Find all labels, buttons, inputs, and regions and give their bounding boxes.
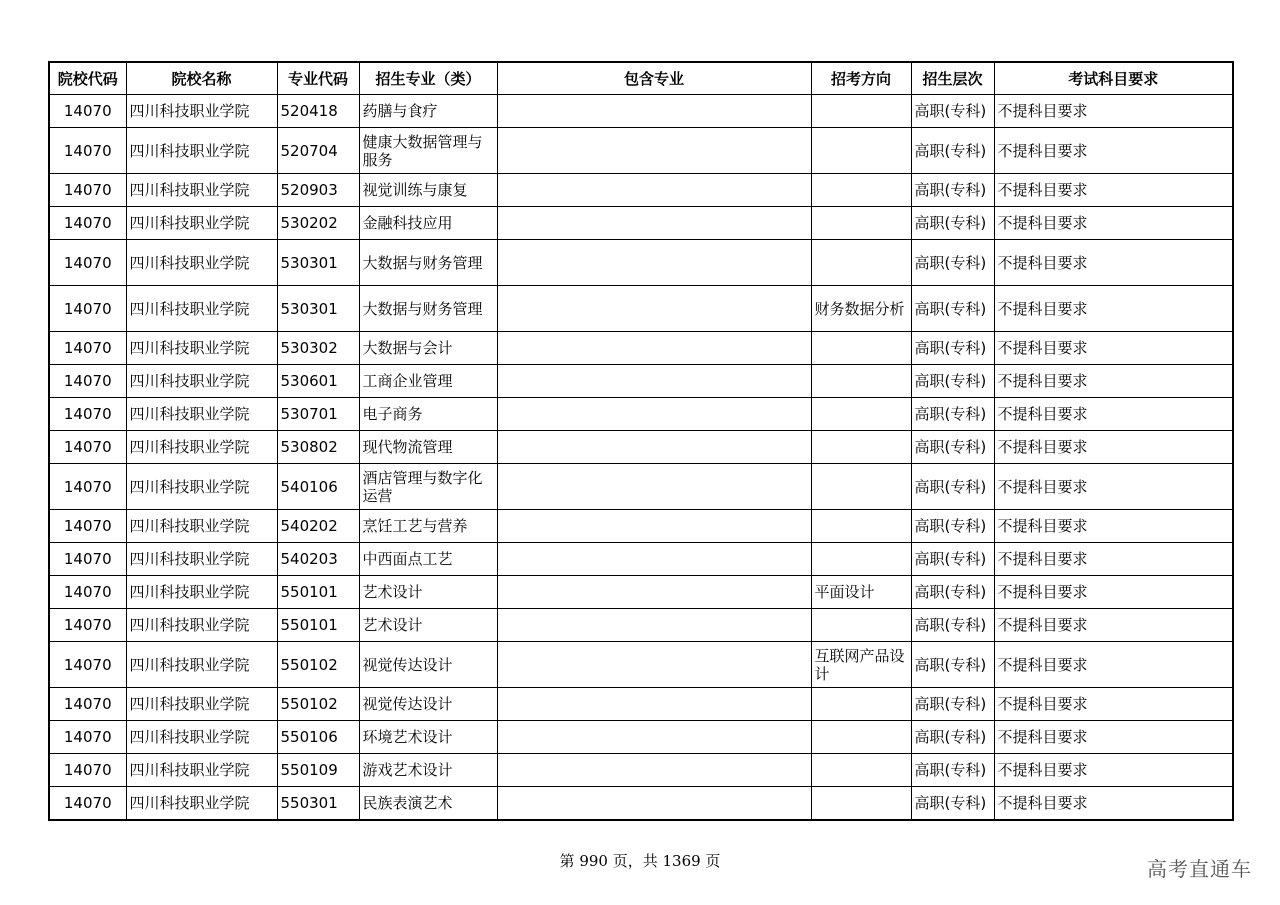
header-row [49,62,1233,95]
cell-school-name: 四川科技职业学院 [126,576,277,609]
cell-direction: 互联网产品设计 [811,642,911,688]
cell-school-code: 14070 [49,642,126,688]
cell-subject-requirements: 不提科目要求 [994,464,1233,510]
cell-subject-requirements: 不提科目要求 [994,207,1233,240]
cell-major: 中西面点工艺 [359,543,497,576]
cell-school-code: 14070 [49,207,126,240]
cell-level: 高职(专科) [911,609,994,642]
cell-major: 视觉传达设计 [359,688,497,721]
cell-included-majors [497,332,811,365]
cell-school-name: 四川科技职业学院 [126,207,277,240]
admissions-table [48,61,1234,821]
cell-subject-requirements: 不提科目要求 [994,431,1233,464]
cell-level: 高职(专科) [911,431,994,464]
cell-school-code: 14070 [49,721,126,754]
table-row [49,754,1233,787]
cell-major-code: 520418 [277,95,359,128]
cell-major: 电子商务 [359,398,497,431]
cell-school-code: 14070 [49,365,126,398]
cell-school-code: 14070 [49,95,126,128]
cell-major: 大数据与财务管理 [359,286,497,332]
cell-school-name: 四川科技职业学院 [126,95,277,128]
cell-included-majors [497,464,811,510]
cell-school-code: 14070 [49,174,126,207]
watermark-logo: 高考直通车 [1147,857,1252,881]
table-row [49,431,1233,464]
cell-major-code: 530301 [277,240,359,286]
cell-direction [811,787,911,821]
cell-level: 高职(专科) [911,240,994,286]
table-row [49,510,1233,543]
cell-subject-requirements: 不提科目要求 [994,95,1233,128]
cell-direction: 财务数据分析 [811,286,911,332]
header-school-name: 院校名称 [126,62,277,95]
cell-major-code: 550101 [277,609,359,642]
cell-major: 艺术设计 [359,576,497,609]
cell-direction [811,543,911,576]
cell-major: 大数据与会计 [359,332,497,365]
cell-major: 金融科技应用 [359,207,497,240]
table-row [49,286,1233,332]
cell-school-code: 14070 [49,431,126,464]
cell-school-code: 14070 [49,754,126,787]
cell-major: 视觉训练与康复 [359,174,497,207]
cell-school-code: 14070 [49,510,126,543]
cell-school-name: 四川科技职业学院 [126,174,277,207]
cell-level: 高职(专科) [911,398,994,431]
cell-major: 工商企业管理 [359,365,497,398]
cell-school-name: 四川科技职业学院 [126,332,277,365]
cell-school-code: 14070 [49,787,126,821]
cell-subject-requirements: 不提科目要求 [994,128,1233,174]
cell-included-majors [497,754,811,787]
table-row [49,576,1233,609]
header-direction: 招考方向 [811,62,911,95]
cell-included-majors [497,543,811,576]
cell-included-majors [497,431,811,464]
header-school-code: 院校代码 [49,62,126,95]
cell-direction [811,174,911,207]
cell-level: 高职(专科) [911,207,994,240]
cell-school-code: 14070 [49,240,126,286]
cell-direction [811,754,911,787]
table-row [49,543,1233,576]
table-body [49,95,1233,821]
cell-major: 药膳与食疗 [359,95,497,128]
cell-direction [811,398,911,431]
table-row [49,332,1233,365]
cell-subject-requirements: 不提科目要求 [994,365,1233,398]
cell-included-majors [497,688,811,721]
cell-school-name: 四川科技职业学院 [126,510,277,543]
cell-major-code: 540106 [277,464,359,510]
cell-direction [811,332,911,365]
cell-major: 民族表演艺术 [359,787,497,821]
cell-school-code: 14070 [49,464,126,510]
cell-included-majors [497,510,811,543]
cell-major-code: 530302 [277,332,359,365]
cell-major: 酒店管理与数字化运营 [359,464,497,510]
cell-major-code: 550101 [277,576,359,609]
cell-direction [811,688,911,721]
cell-direction [811,721,911,754]
table-row [49,609,1233,642]
cell-level: 高职(专科) [911,332,994,365]
cell-included-majors [497,365,811,398]
header-subject-requirements: 考试科目要求 [994,62,1233,95]
cell-direction [811,240,911,286]
cell-school-name: 四川科技职业学院 [126,787,277,821]
cell-major-code: 530202 [277,207,359,240]
cell-included-majors [497,576,811,609]
cell-major-code: 530701 [277,398,359,431]
cell-school-code: 14070 [49,286,126,332]
cell-level: 高职(专科) [911,787,994,821]
cell-major-code: 540203 [277,543,359,576]
cell-major-code: 550102 [277,688,359,721]
cell-subject-requirements: 不提科目要求 [994,688,1233,721]
cell-included-majors [497,174,811,207]
cell-included-majors [497,128,811,174]
cell-included-majors [497,642,811,688]
cell-subject-requirements: 不提科目要求 [994,332,1233,365]
cell-subject-requirements: 不提科目要求 [994,240,1233,286]
cell-major: 视觉传达设计 [359,642,497,688]
table-row [49,95,1233,128]
header-level: 招生层次 [911,62,994,95]
cell-subject-requirements: 不提科目要求 [994,174,1233,207]
cell-direction [811,207,911,240]
cell-level: 高职(专科) [911,510,994,543]
cell-major-code: 530601 [277,365,359,398]
cell-school-name: 四川科技职业学院 [126,398,277,431]
cell-level: 高职(专科) [911,174,994,207]
cell-school-name: 四川科技职业学院 [126,286,277,332]
cell-major: 环境艺术设计 [359,721,497,754]
table-row [49,398,1233,431]
cell-school-name: 四川科技职业学院 [126,464,277,510]
cell-direction [811,95,911,128]
cell-school-code: 14070 [49,576,126,609]
cell-subject-requirements: 不提科目要求 [994,721,1233,754]
cell-direction: 平面设计 [811,576,911,609]
cell-school-name: 四川科技职业学院 [126,609,277,642]
cell-major-code: 520704 [277,128,359,174]
cell-subject-requirements: 不提科目要求 [994,754,1233,787]
table-row [49,787,1233,821]
cell-direction [811,609,911,642]
table-row [49,365,1233,398]
cell-major-code: 550106 [277,721,359,754]
cell-included-majors [497,95,811,128]
cell-school-name: 四川科技职业学院 [126,128,277,174]
cell-school-code: 14070 [49,543,126,576]
table-row [49,642,1233,688]
cell-school-code: 14070 [49,609,126,642]
table-row [49,174,1233,207]
cell-level: 高职(专科) [911,642,994,688]
cell-level: 高职(专科) [911,721,994,754]
table-row [49,721,1233,754]
cell-major-code: 550109 [277,754,359,787]
table-row [49,207,1233,240]
table-row [49,128,1233,174]
cell-direction [811,510,911,543]
table-row [49,240,1233,286]
cell-subject-requirements: 不提科目要求 [994,543,1233,576]
cell-major-code: 530301 [277,286,359,332]
cell-level: 高职(专科) [911,286,994,332]
cell-school-name: 四川科技职业学院 [126,240,277,286]
cell-school-name: 四川科技职业学院 [126,365,277,398]
cell-school-name: 四川科技职业学院 [126,721,277,754]
cell-included-majors [497,398,811,431]
cell-school-code: 14070 [49,332,126,365]
cell-school-name: 四川科技职业学院 [126,543,277,576]
cell-subject-requirements: 不提科目要求 [994,787,1233,821]
table-row [49,688,1233,721]
cell-major-code: 550301 [277,787,359,821]
cell-school-code: 14070 [49,128,126,174]
cell-subject-requirements: 不提科目要求 [994,510,1233,543]
cell-major: 大数据与财务管理 [359,240,497,286]
cell-subject-requirements: 不提科目要求 [994,576,1233,609]
page-number-footer: 第 990 页，共 1369 页 [559,852,721,870]
cell-direction [811,464,911,510]
cell-included-majors [497,721,811,754]
cell-level: 高职(专科) [911,688,994,721]
cell-major: 游戏艺术设计 [359,754,497,787]
cell-major-code: 550102 [277,642,359,688]
cell-level: 高职(专科) [911,365,994,398]
cell-direction [811,365,911,398]
cell-major-code: 530802 [277,431,359,464]
cell-subject-requirements: 不提科目要求 [994,398,1233,431]
cell-major: 艺术设计 [359,609,497,642]
cell-subject-requirements: 不提科目要求 [994,286,1233,332]
cell-direction [811,431,911,464]
cell-included-majors [497,286,811,332]
cell-major: 现代物流管理 [359,431,497,464]
header-major: 招生专业（类） [359,62,497,95]
cell-included-majors [497,207,811,240]
cell-level: 高职(专科) [911,95,994,128]
cell-subject-requirements: 不提科目要求 [994,609,1233,642]
cell-included-majors [497,609,811,642]
header-included-majors: 包含专业 [497,62,811,95]
cell-direction [811,128,911,174]
cell-major: 健康大数据管理与服务 [359,128,497,174]
cell-school-name: 四川科技职业学院 [126,431,277,464]
cell-included-majors [497,240,811,286]
cell-major-code: 520903 [277,174,359,207]
cell-school-name: 四川科技职业学院 [126,688,277,721]
cell-level: 高职(专科) [911,576,994,609]
cell-included-majors [497,787,811,821]
cell-school-name: 四川科技职业学院 [126,642,277,688]
table-row [49,464,1233,510]
cell-school-code: 14070 [49,398,126,431]
cell-school-name: 四川科技职业学院 [126,754,277,787]
header-major-code: 专业代码 [277,62,359,95]
cell-school-code: 14070 [49,688,126,721]
cell-major: 烹饪工艺与营养 [359,510,497,543]
cell-level: 高职(专科) [911,464,994,510]
cell-level: 高职(专科) [911,128,994,174]
cell-major-code: 540202 [277,510,359,543]
cell-subject-requirements: 不提科目要求 [994,642,1233,688]
cell-level: 高职(专科) [911,543,994,576]
cell-level: 高职(专科) [911,754,994,787]
